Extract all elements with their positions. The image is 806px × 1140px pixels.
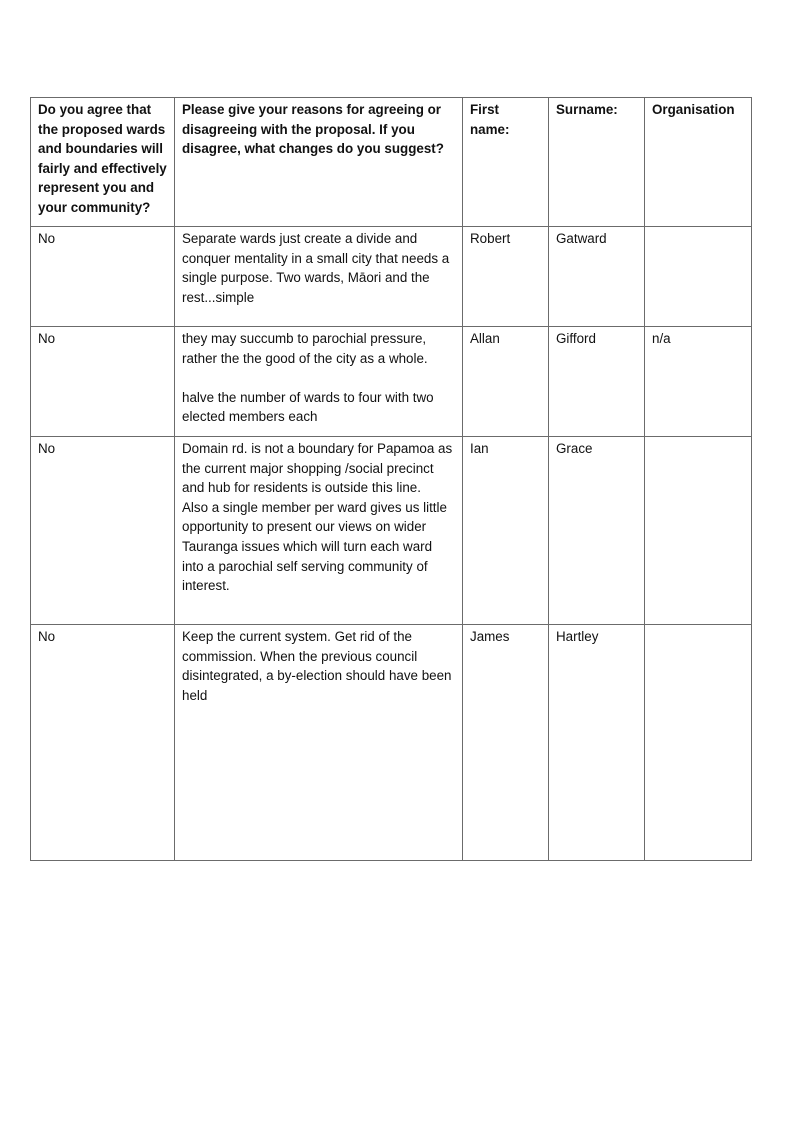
header-reasons: Please give your reasons for agreeing or disagreeing with the proposal. If you disagree, what changes do you suggest? [175, 98, 463, 227]
cell-surname: Gatward [549, 227, 645, 327]
cell-first-name: Ian [463, 437, 549, 625]
cell-first-name: Robert [463, 227, 549, 327]
cell-reasons [175, 327, 463, 437]
cell-organisation [645, 625, 752, 861]
reason-paragraph: Keep the current system. Get rid of the commission. When the previous council disintegrated, a by-election should have been held [182, 629, 452, 703]
submissions-table [30, 97, 752, 861]
header-surname: Surname: [549, 98, 645, 227]
reason-paragraph: Separate wards just create a divide and conquer mentality in a small city that needs a single purpose. Two wards, Māori and the rest...simple [182, 231, 450, 305]
cell-reasons [175, 437, 463, 625]
table-row [31, 625, 752, 861]
table-row [31, 227, 752, 327]
cell-surname: Gifford [549, 327, 645, 437]
cell-organisation: n/a [645, 327, 752, 437]
cell-agree: No [31, 327, 175, 437]
header-agree: Do you agree that the proposed wards and boundaries will fairly and effectively represent you and your community? [31, 98, 175, 227]
table-row [31, 437, 752, 625]
header-organisation: Organisation [645, 98, 752, 227]
cell-surname: Grace [549, 437, 645, 625]
cell-agree: No [31, 625, 175, 861]
cell-reasons [175, 625, 463, 861]
reason-paragraph: Domain rd. is not a boundary for Papamoa as the current major shopping /social precinct and hub for residents is outside this line. Also a single member per ward gives us little opportunity to present our views on wider Tauranga issues which will turn each ward into a parochial self serving community of interest. [182, 441, 453, 594]
reason-paragraph: halve the number of wards to four with two elected members each [182, 389, 434, 425]
table-row [31, 327, 752, 437]
cell-agree: No [31, 437, 175, 625]
cell-first-name: Allan [463, 327, 549, 437]
table-header-row [31, 98, 752, 227]
header-first-name: First name: [463, 98, 549, 227]
cell-organisation [645, 227, 752, 327]
paragraph-gap [182, 368, 455, 388]
cell-reasons [175, 227, 463, 327]
cell-agree: No [31, 227, 175, 327]
cell-surname: Hartley [549, 625, 645, 861]
cell-organisation [645, 437, 752, 625]
document-page [30, 97, 752, 861]
cell-first-name: James [463, 625, 549, 861]
reason-paragraph: they may succumb to parochial pressure, rather the the good of the city as a whole. [182, 331, 428, 366]
